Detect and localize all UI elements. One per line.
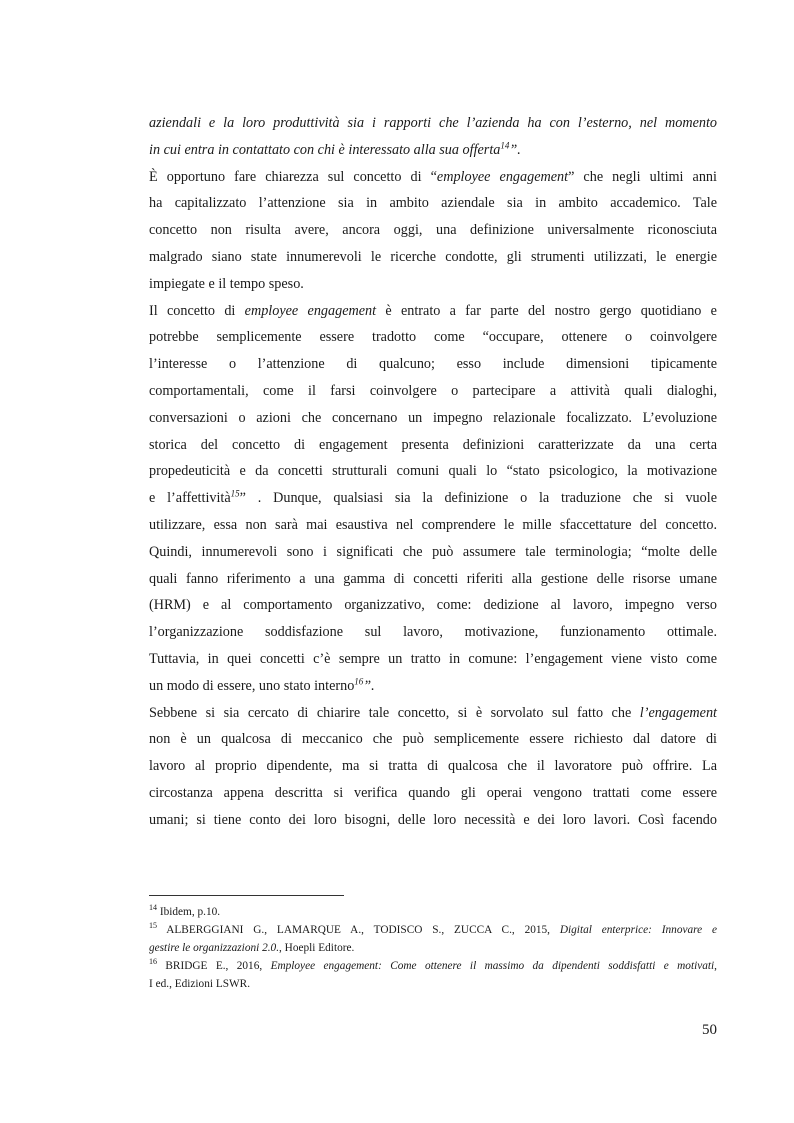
- text-line: umani; si tiene conto dei loro bisogni, delle loro necessità e dei loro lavori. Così facendo: [149, 811, 717, 828]
- text-line: [149, 957, 717, 975]
- text-line: malgrado siano state innumerevoli le ricerche condotte, gli strumenti utilizzati, le energie: [149, 248, 717, 265]
- text-line: propedeuticità e da concetti strutturali comuni quali lo “stato psicologico, la motivazione: [149, 463, 717, 480]
- text-line: I ed., Edizioni LSWR.: [149, 978, 251, 990]
- text-line: [149, 903, 717, 921]
- text-span: è entrato a far parte del nostro gergo quotidiano e: [376, 302, 717, 319]
- text-line: storica del concetto di engagement presenta definizioni caratterizzate da una certa: [149, 436, 717, 453]
- text-span: Sebbene si sia cercato di chiarire tale concetto, si è sorvolato sul fatto che: [149, 704, 640, 721]
- text-line: utilizzare, essa non sarà mai esaustiva nel comprendere le mille sfaccettature del concetto.: [149, 516, 717, 533]
- footnote-14: [149, 903, 717, 921]
- text-span: È opportuno fare chiarezza sul concetto di “: [149, 168, 437, 185]
- text-line: conversazioni o azioni che concernano un impegno relazionale focalizzato. L’evoluzione: [149, 409, 717, 426]
- paragraph-engagement-offer: [149, 700, 717, 834]
- emphasis: Digital enterprice: Innovare e: [559, 924, 717, 936]
- footnote-ref-14[interactable]: 14: [500, 140, 510, 151]
- text-line: non è un qualcosa di meccanico che può semplicemente essere richiesto dal datore di: [149, 731, 717, 748]
- text-line: (HRM) e al comportamento organizzativo, come: dedizione al lavoro, impegno verso: [149, 597, 717, 614]
- emphasis: employee engagement: [436, 168, 569, 185]
- footnote-15: [149, 921, 717, 957]
- text-line: [149, 921, 717, 939]
- paragraph-quote-end: [149, 110, 717, 164]
- text-line: concetto non risulta avere, ancora oggi, una definizione universalmente riconosciuta: [149, 222, 717, 239]
- text-span: ALBERGGIANI G., LAMARQUE A., TODISCO S., ZUCCA C., 2015,: [157, 924, 560, 936]
- footnote-divider: [149, 895, 344, 896]
- footnote-ref-16[interactable]: 16: [354, 676, 364, 686]
- page-number: 50: [702, 1022, 717, 1038]
- emphasis: Employee engagement: Come ottenere il massimo da dipendenti soddisfatti e motivati: [270, 960, 715, 972]
- text-line: Quindi, innumerevoli sono i significati che può assumere tale terminologia; “molte delle: [149, 543, 717, 560]
- text-line: impiegate e il tempo speso.: [149, 275, 304, 292]
- paragraph-engagement-definition: [149, 298, 717, 700]
- footnote-ref-15[interactable]: 15: [230, 488, 240, 499]
- emphasis: gestire le organizzazioni 2.0.: [149, 942, 280, 954]
- paragraph-employee-engagement-intro: [149, 164, 717, 298]
- footnotes: [149, 903, 717, 993]
- text-line: quali fanno riferimento a una gamma di concetti riferiti alla gestione delle risorse umane: [149, 570, 717, 587]
- text-line: circostanza appena descritta si verifica quando gli operai vengono trattati come essere: [149, 784, 717, 801]
- text-line: [149, 939, 717, 957]
- text-line: Tuttavia, in quei concetti c’è sempre un tratto in comune: l’engagement viene visto come: [149, 650, 717, 667]
- text-line: potrebbe semplicemente essere tradotto come “occupare, ottenere o coinvolgere: [149, 329, 717, 346]
- text-line: l’organizzazione soddisfazione sul lavoro, motivazione, funzionamento ottimale.: [149, 624, 717, 641]
- text-span: ,: [714, 960, 717, 972]
- text-span: ”.: [509, 141, 521, 158]
- text-line: [149, 298, 717, 325]
- text-span: ” . Dunque, qualsiasi sia la definizione o la traduzione che si vuole: [239, 490, 717, 507]
- text-line: comportamentali, come il farsi coinvolgere o partecipare a attività quali dialoghi,: [149, 382, 717, 399]
- text-line: [149, 673, 717, 700]
- text-line: ha capitalizzato l’attenzione sia in ambito aziendale sia in ambito accademico. Tale: [149, 195, 717, 212]
- footnote-number: 16: [149, 957, 157, 967]
- text-span: BRIDGE E., 2016,: [157, 960, 271, 972]
- footnote-number: 14: [149, 903, 157, 913]
- text-span: in cui entra in contattato con chi è interessato alla sua offerta: [149, 141, 501, 158]
- text-span: Il concetto di: [149, 302, 245, 319]
- text-line: [149, 137, 717, 164]
- text-line: l’interesse o l’attenzione di qualcuno; esso include dimensioni tipicamente: [149, 356, 717, 373]
- emphasis: employee engagement: [244, 302, 377, 319]
- text-line: [149, 485, 717, 512]
- text-span: ”.: [363, 677, 375, 694]
- text-line: aziendali e la loro produttività sia i rapporti che l’azienda ha con l’esterno, nel momento: [149, 115, 717, 131]
- footnote-number: 15: [149, 921, 157, 931]
- footnote-16: [149, 957, 717, 993]
- text-span: un modo di essere, uno stato interno: [149, 677, 355, 694]
- text-line: lavoro al proprio dipendente, ma si tratta di qualcosa che il lavoratore può offrire. La: [149, 758, 717, 775]
- text-line: [149, 700, 717, 727]
- text-span: ” che negli ultimi anni: [568, 168, 717, 185]
- text-span: e l’affettività: [149, 490, 231, 507]
- text-span: , Hoepli Editore.: [279, 942, 355, 954]
- text-span: Ibidem, p.10.: [157, 906, 221, 918]
- page-body: [149, 110, 717, 834]
- text-line: [149, 164, 717, 191]
- emphasis: l’engagement: [639, 704, 717, 721]
